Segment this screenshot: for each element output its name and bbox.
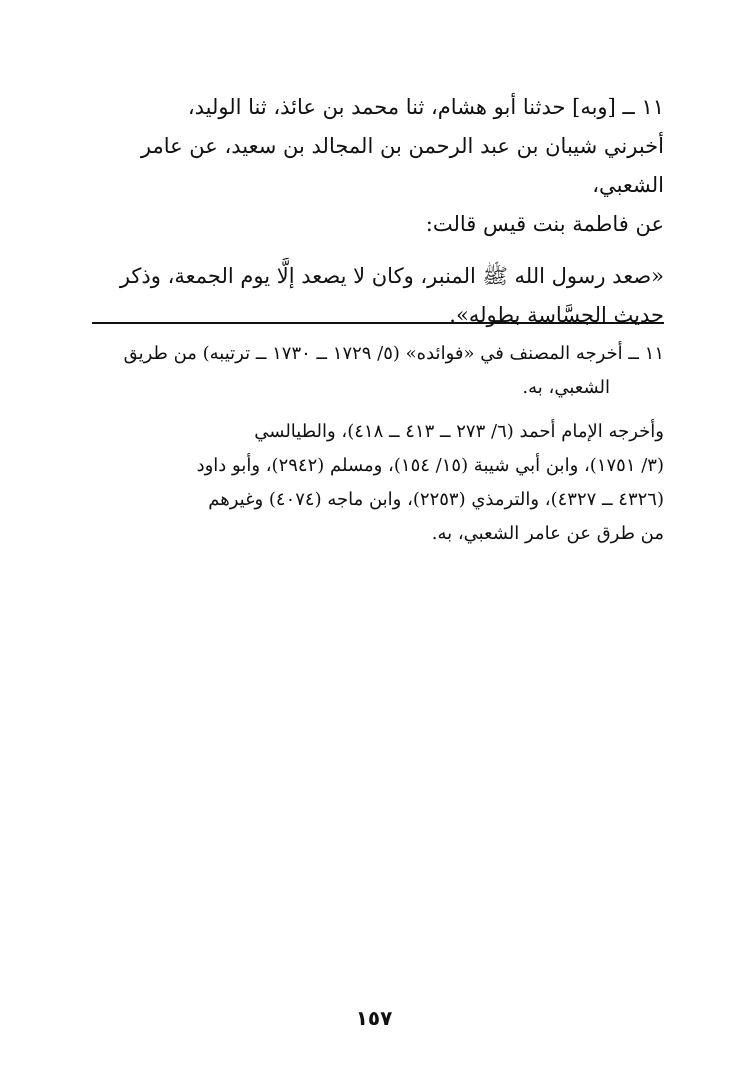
hadith-line-5: حديث الجسَّاسة بطوله».: [449, 303, 664, 327]
hadith-line-4: «صعد رسول الله ﷺ المنبر، وكان لا يصعد إلَّا يوم الجمعة، وذكر: [119, 264, 664, 288]
footnote-line-1: ١١ ــ أخرجه المصنف في «فوائده» (٥/ ١٧٢٩ ــ ١٧٣٠ ــ ترتيبه) من طريق: [123, 343, 664, 364]
page-number: ١٥٧: [355, 1006, 393, 1030]
hadith-narration: [86, 88, 664, 244]
footnote-divider: [92, 322, 664, 324]
footnote-paragraph-2: [86, 415, 664, 551]
hadith-line-1: ١١ ــ [وبه] حدثنا أبو هشام، ثنا محمد بن عائذ، ثنا الوليد،: [187, 95, 664, 119]
footnote-line-6: من طرق عن عامر الشعبي، به.: [431, 523, 664, 544]
footnotes: [86, 337, 664, 551]
hadith-line-2: أخبرني شيبان بن عبد الرحمن بن المجالد بن سعيد، عن عامر الشعبي،: [140, 134, 664, 197]
hadith-text: [86, 88, 664, 335]
footnote-paragraph-1: [86, 337, 664, 405]
footnote-line-2: الشعبي، به.: [522, 377, 610, 398]
hadith-line-3: عن فاطمة بنت قيس قالت:: [425, 212, 664, 236]
footnote-line-3: وأخرجه الإمام أحمد (٦/ ٢٧٣ ــ ٤١٣ ــ ٤١٨)، والطيالسي: [254, 421, 664, 442]
footnote-line-4: (٣/ ١٧٥١)، وابن أبي شيبة (١٥/ ١٥٤)، ومسلم (٢٩٤٢)، وأبو داود: [196, 455, 664, 476]
footnote-line-5: (٤٣٢٦ ــ ٤٣٢٧)، والترمذي (٢٢٥٣)، وابن ماجه (٤٠٧٤) وغيرهم: [208, 489, 664, 510]
